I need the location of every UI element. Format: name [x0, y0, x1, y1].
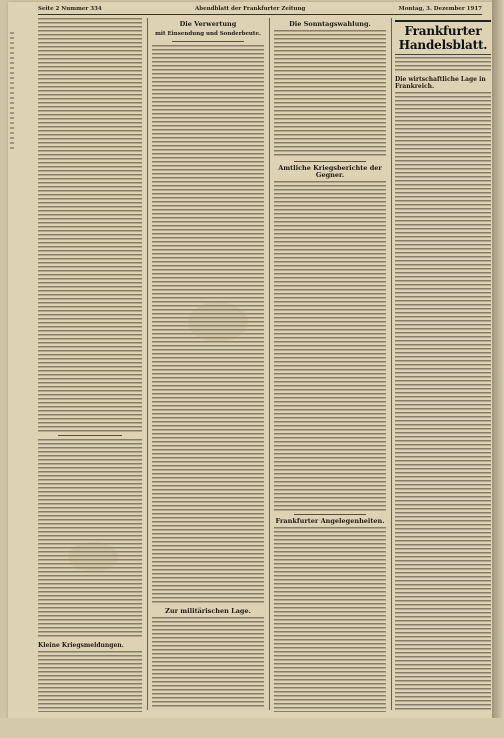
column-3: [274, 18, 386, 712]
page-number: Seite 2 Nummer 334: [38, 6, 102, 12]
column-rule: [391, 18, 392, 710]
paper-stain: [188, 302, 248, 342]
column-3-headline-3: Frankfurter Angelegenheiten.: [275, 517, 385, 525]
page-edge-shadow: [492, 0, 504, 738]
divider: [58, 435, 122, 436]
column-2-subheadline: mit Einsendung und Sonderbeute.: [155, 31, 261, 37]
column-3-body-3: [274, 527, 386, 712]
column-1-body-3: [38, 651, 142, 712]
column-1-headline: Kleine Kriegsmeldungen.: [38, 642, 124, 649]
divider: [172, 41, 244, 42]
paper-stain: [68, 542, 118, 572]
column-rule: [147, 18, 148, 710]
divider: [294, 514, 366, 515]
column-3-body: [274, 30, 386, 158]
column-rule: [269, 18, 270, 710]
column-1-body-2: [38, 439, 142, 639]
masthead-notice: [395, 57, 491, 73]
column-2-headline-2: Zur militärischen Lage.: [165, 607, 251, 615]
masthead-handelsblatt: Frankfurter Handelsblatt.: [398, 24, 488, 52]
paper-title: Abendblatt der Frankfurter Zeitung: [195, 6, 306, 12]
newspaper-page: [8, 2, 492, 718]
divider: [294, 161, 366, 162]
column-3-headline-2: Amtliche Kriegsberichte der Gegner.: [278, 164, 382, 179]
column-4-body: [395, 92, 491, 712]
column-2-body-2: [152, 617, 264, 707]
column-4: [395, 18, 491, 712]
column-3-headline: Die Sonntagswahlung.: [289, 20, 371, 28]
column-1: [38, 18, 142, 712]
scan-bottom-margin: [0, 718, 504, 738]
column-4-headline: Die wirtschaftliche Lage in Frankreich.: [395, 76, 486, 90]
running-head: [38, 4, 482, 15]
column-2: [152, 18, 264, 712]
issue-date: Montag, 3. Dezember 1917: [398, 6, 482, 12]
column-2-headline: Die Verwertung: [179, 20, 237, 28]
column-3-body-2: [274, 181, 386, 511]
masthead-rule-top: [395, 20, 491, 22]
masthead-rule-bottom: [395, 54, 491, 55]
binding-margin-text: [10, 32, 14, 152]
column-1-body: [38, 18, 142, 432]
